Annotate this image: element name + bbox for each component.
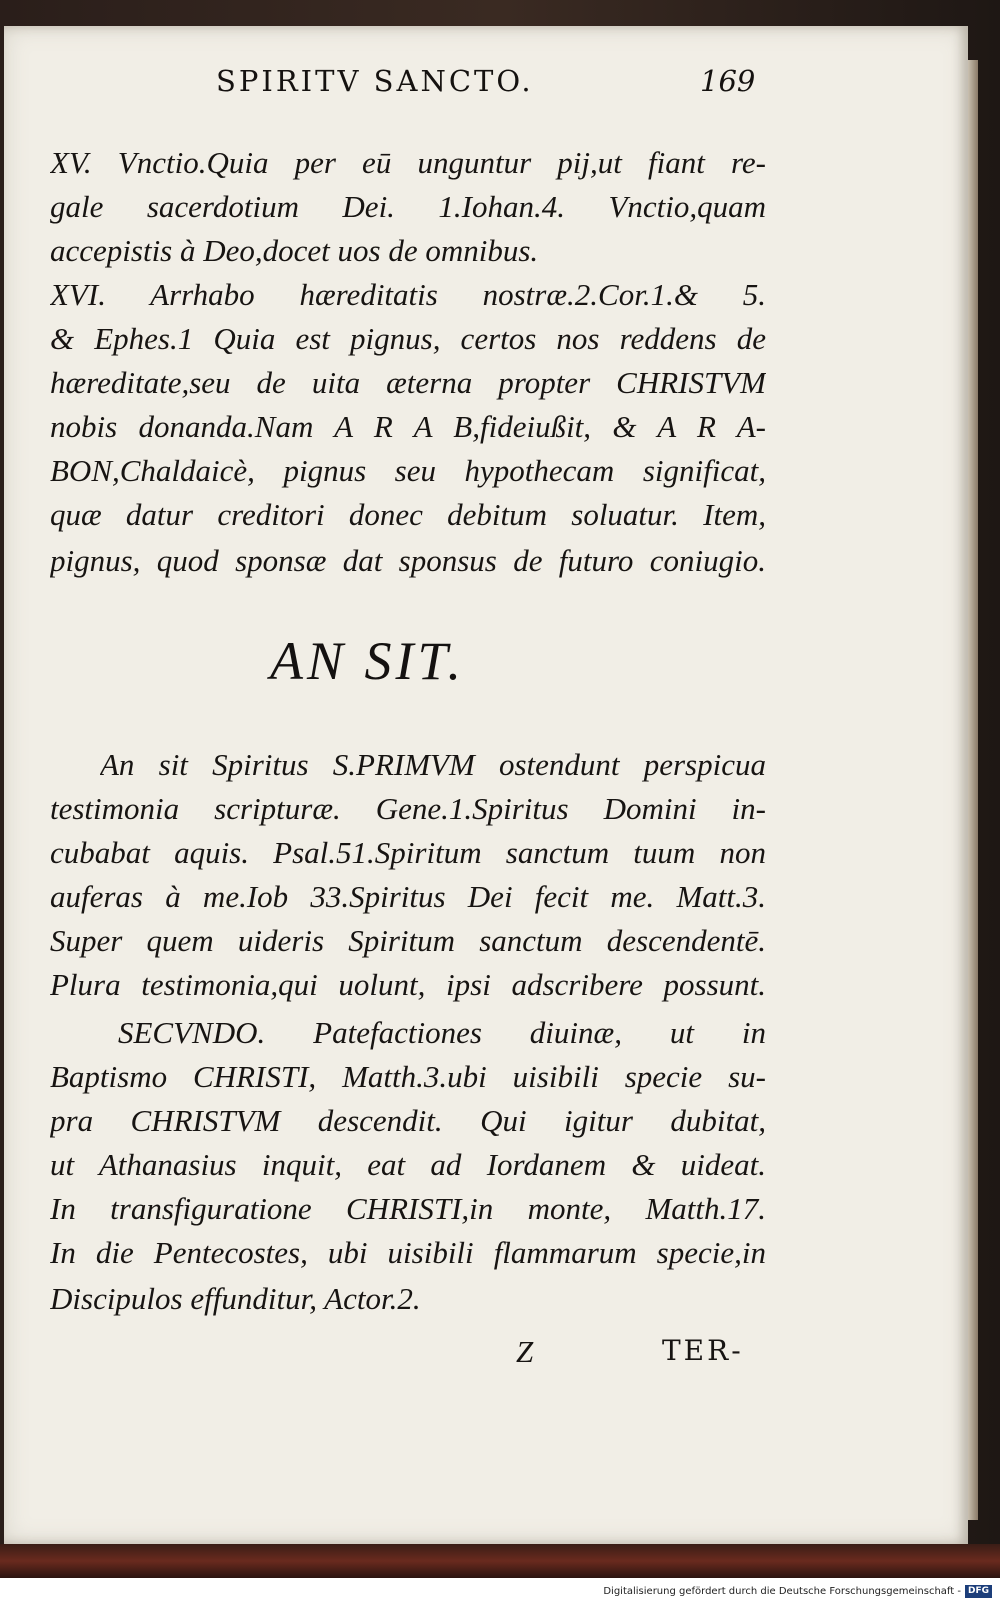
page-number: 169 (700, 64, 756, 98)
text-line: Baptismo CHRISTI, Matth.3.ubi uisibili specie su- (50, 1059, 766, 1094)
book-binding-edge (0, 1544, 1000, 1578)
text-line: quæ datur creditori donec debitum soluatur. Item, (50, 497, 766, 532)
section-title: AN SIT. (270, 631, 466, 691)
text-line: ut Athanasius inquit, eat ad Iordanem & uideat. (50, 1147, 766, 1182)
page-edge (968, 60, 978, 1520)
dfg-logo: DFG (965, 1585, 992, 1598)
text-line: An sit Spiritus S.PRIMVM ostendunt perspicua (100, 747, 766, 782)
text-line: nobis donanda.Nam A R A B,fideiußit, & A R A- (50, 409, 766, 444)
text-line: cubabat aquis. Psal.51.Spiritum sanctum tuum non (50, 835, 766, 870)
digitization-credit-bar (0, 1578, 1000, 1604)
text-line: auferas à me.Iob 33.Spiritus Dei fecit me. Matt.3. (50, 879, 766, 914)
text-line: pignus, quod sponsæ dat sponsus de futuro coniugio. (50, 543, 766, 578)
text-line: Discipulos effunditur, Actor.2. (50, 1281, 421, 1316)
catchword: TER- (662, 1334, 744, 1367)
text-line: In die Pentecostes, ubi uisibili flammarum specie,in (50, 1235, 766, 1270)
text-line: hæreditate,seu de uita æterna propter CHRISTVM (50, 365, 766, 400)
text-line: In transfiguratione CHRISTI,in monte, Matth.17. (50, 1191, 766, 1226)
text-line: & Ephes.1 Quia est pignus, certos nos reddens de (50, 321, 766, 356)
signature-mark: Z (516, 1334, 534, 1369)
digitization-credit: Digitalisierung gefördert durch die Deutsche Forschungsgemeinschaft - (603, 1585, 961, 1597)
text-line: testimonia scripturæ. Gene.1.Spiritus Domini in- (50, 791, 766, 826)
text-line: BON,Chaldaicè, pignus seu hypothecam significat, (50, 453, 766, 488)
text-line: pra CHRISTVM descendit. Qui igitur dubitat, (50, 1103, 766, 1138)
text-line: Super quem uideris Spiritum sanctum descendentē. (50, 923, 766, 958)
text-line: gale sacerdotium Dei. 1.Iohan.4. Vnctio,quam (50, 189, 766, 224)
running-head: SPIRITV SANCTO. (216, 64, 534, 98)
text-line: SECVNDO. Patefactiones diuinæ, ut in (118, 1015, 766, 1050)
text-line: XV. Vnctio.Quia per eū unguntur pij,ut fiant re- (50, 145, 766, 180)
text-line: Plura testimonia,qui uolunt, ipsi adscribere possunt. (50, 967, 766, 1002)
text-line: XVI. Arrhabo hæreditatis nostræ.2.Cor.1.& 5. (50, 277, 766, 312)
text-line: accepistis à Deo,docet uos de omnibus. (50, 233, 539, 268)
